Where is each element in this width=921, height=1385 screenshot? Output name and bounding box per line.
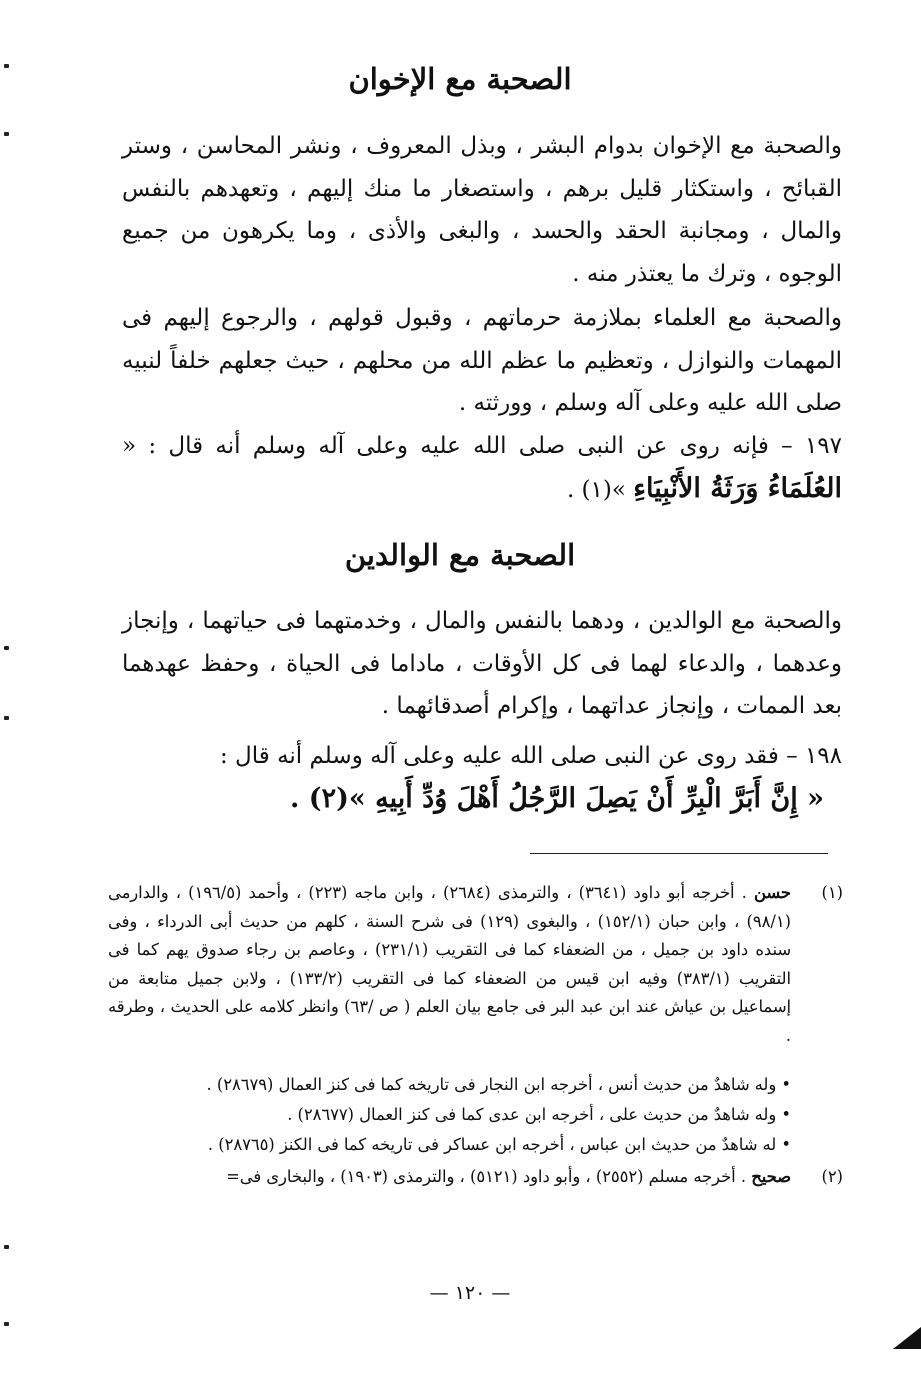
footnote-1-number: (١) bbox=[821, 883, 843, 902]
hadith-197 bbox=[122, 425, 842, 511]
witness-ibn-abbas: • له شاهدٌ من حديث ابن عباس ، أخرجه ابن عساكر فى تاريخه كما فى الكنز (٢٨٧٦٥) . bbox=[207, 1135, 791, 1154]
scan-mark bbox=[4, 646, 9, 650]
footnote-1-witnesses bbox=[108, 1071, 843, 1161]
witness-anas: • وله شاهدٌ من حديث أنس ، أخرجه ابن النجار فى تاريخه كما فى كنز العمال (٢٨٦٧٩) . bbox=[206, 1075, 791, 1094]
section-title-parents: الصحبة مع الوالدين bbox=[344, 538, 576, 572]
footnote-2-grade: صحيح bbox=[751, 1167, 791, 1186]
footnote-1-text: . أخرجه أبو داود (٣٦٤١) ، والترمذى (٢٦٨٤) ، وابن ماجه (٢٢٣) ، وأحمد (١٩٦/٥) ، والدارمى (٩٨/١) ، وابن حبان (١٥٢/١) ، والبغوى (١٢٩) فى شرح السنة ، كلهم من حديث أبى الدرداء ، وفى سنده داود بن جميل ، من الضعفاء كما فى التقريب (٢٣١/١) ، وعاصم بن رجاء صدوق يهم كما فى التقريب (٣٨٣/١) وفيه ابن قيس من الضعفاء كما فى التقريب (١٣٣/٢) ، ولابن جميل متابعة من إسماعيل بن عياش عند ابن عبد البر فى جامع بيان العلم ( ص /٦٣) وانظر كلامه على الحديث ، وطرقه . bbox=[108, 883, 791, 1045]
hadith-198-intro: ١٩٨ – فقد روى عن النبى صلى الله عليه وعلى آله وسلم أنه قال : bbox=[219, 743, 842, 769]
footnote-2-number: (٢) bbox=[821, 1167, 843, 1186]
hadith-198-text: « إِنَّ أَبَرَّ الْبِرِّ أَنْ يَصِلَ الرَّجُلُ أَهْلَ وُدِّ أَبِيهِ »(٢) . bbox=[290, 782, 824, 814]
footnote-2-text: . أخرجه مسلم (٢٥٥٢) ، وأبو داود (٥١٢١) ، والترمذى (١٩٠٣) ، والبخارى فى= bbox=[226, 1167, 747, 1186]
witness-ali: • وله شاهدٌ من حديث على ، أخرجه ابن عدى كما فى كنز العمال (٢٨٦٧٧) . bbox=[287, 1105, 791, 1124]
footnote-1-grade: حسن bbox=[754, 883, 791, 902]
footnote-separator bbox=[530, 853, 828, 854]
scan-mark bbox=[4, 64, 9, 68]
footnote-1-body bbox=[108, 879, 791, 1051]
footnote-1 bbox=[108, 879, 843, 1069]
hadith-197-close: »(١) . bbox=[566, 476, 626, 503]
paragraph-brothers: والصحبة مع الإخوان بدوام البشر ، وبذل المعروف ، ونشر المحاسن ، وستر القبائح ، واستكثار قليل برهم ، واستصغار ما منك إليهم ، وتعهدهم بالنفس والمال ، ومجانبة الحقد والحسد ، والبغى والأذى ، وما يكرهون من جميع الوجوه ، وترك ما يعتذر منه . bbox=[122, 133, 842, 287]
footnote-2-body bbox=[108, 1163, 791, 1192]
scan-mark bbox=[4, 1322, 9, 1326]
footnote-2 bbox=[108, 1163, 843, 1193]
scan-mark bbox=[4, 716, 9, 720]
scan-mark bbox=[4, 132, 9, 136]
scan-corner-shadow bbox=[893, 1327, 921, 1349]
paragraph-parents: والصحبة مع الوالدين ، ودهما بالنفس والمال ، وخدمتهما فى حياتهما ، وإنجاز وعدهما ، والدعاء لهما فى كل الأوقات ، ماداما فى الحياة ، وحفظ عهدهما بعد الممات ، وإنجاز عداتهما ، وإكرام أصدقائهما . bbox=[122, 608, 842, 719]
page-number: — ١٢٠ — bbox=[429, 1282, 511, 1304]
section-title-brothers: الصحبة مع الإخوان bbox=[348, 62, 572, 96]
hadith-197-text: العُلَمَاءُ وَرَثَةُ الأَنْبِيَاءِ bbox=[633, 472, 842, 504]
scan-mark bbox=[4, 1245, 9, 1249]
paragraph-scholars: والصحبة مع العلماء بملازمة حرماتهم ، وقبول قولهم ، والرجوع إليهم فى المهمات والنوازل ، وتعظيم ما عظم الله من محلهم ، حيث جعلهم خلفاً لنبيه صلى الله عليه وعلى آله وسلم ، وورثته . bbox=[122, 305, 842, 416]
hadith-197-intro: ١٩٧ – فإنه روى عن النبى صلى الله عليه وعلى آله وسلم أنه قال : « bbox=[122, 433, 842, 459]
hadith-198 bbox=[122, 735, 842, 820]
